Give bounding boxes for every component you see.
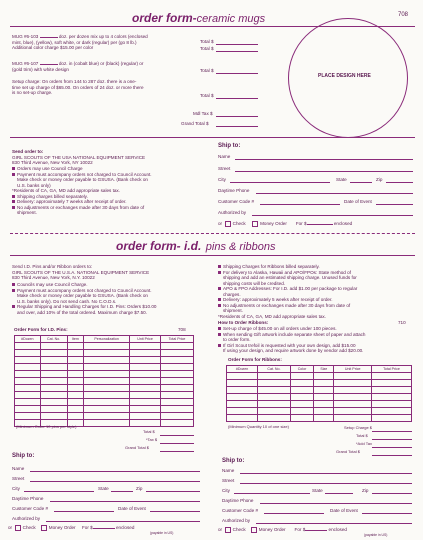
- mug-line3b: time set up charge of $65.00. On orders of 24 doz. or more there: [12, 84, 144, 90]
- rib-pay-note: (payable in US): [364, 533, 388, 537]
- id-pins-table: [14, 335, 194, 427]
- pins-money-order-checkbox[interactable]: [41, 525, 47, 531]
- rib-auth-label: Authorized by: [222, 518, 251, 523]
- rb-8: shipment.: [223, 308, 243, 313]
- pins-pay-note: (payable in US): [150, 531, 174, 535]
- rib-total-line[interactable]: [372, 439, 412, 440]
- mugs-date-field[interactable]: [376, 204, 413, 205]
- rib-auth-field[interactable]: [256, 523, 412, 524]
- rib-name-field[interactable]: [240, 473, 412, 474]
- place-design-label: PLACE DESIGN HERE: [318, 73, 371, 79]
- table-row[interactable]: [227, 415, 412, 422]
- rib-header-row: [227, 366, 412, 373]
- table-row[interactable]: [227, 373, 412, 380]
- mug-line1c: Additional color charge $15.00 per color: [12, 45, 94, 50]
- table-row[interactable]: [15, 385, 194, 392]
- table-row[interactable]: [227, 401, 412, 408]
- rib-code-label: Customer Code #: [222, 508, 259, 513]
- rib-form-title: Order Form for Ribbons:: [228, 357, 282, 362]
- pins-bullet-4: Regular Shipping and Handling Charges for I.D. Pins: Orders $10.00: [12, 304, 156, 309]
- id-col-dozen: #Dozen: [15, 336, 41, 343]
- rib-col-size: Size: [314, 366, 334, 373]
- rb-3: shipping costs will be credited.: [223, 280, 286, 286]
- pins-date-field[interactable]: [150, 511, 200, 512]
- rb-9: *Residents of CA, GA, MD add appropriate sales tax.: [218, 313, 327, 319]
- rib-state-label: State: [312, 488, 323, 493]
- id-total-line[interactable]: [160, 435, 194, 436]
- pins-zip-field[interactable]: [146, 491, 200, 492]
- rib-grand-line[interactable]: [372, 455, 412, 456]
- mugs-bullet-3: U.S. banks only): [17, 182, 51, 188]
- table-row[interactable]: [227, 408, 412, 415]
- ribbons-table: [226, 365, 412, 422]
- mug-line2b: (gold trim) with white design: [12, 66, 69, 72]
- rib-col-unit-price: Unit Price: [334, 366, 372, 373]
- mugs-street-field[interactable]: [235, 171, 413, 172]
- total-line-3: [216, 73, 258, 74]
- id-form-num: 708: [178, 327, 186, 332]
- table-row[interactable]: [227, 387, 412, 394]
- total-label-4: Total $: [200, 93, 214, 98]
- total-label-1: Total $: [200, 39, 214, 44]
- mugs-date-label: Date of Event: [344, 199, 372, 204]
- pins-city-label: City: [12, 486, 20, 491]
- mugs-bullet-0: Orders may use Council Charge: [12, 166, 83, 171]
- rib-phone-field[interactable]: [260, 503, 412, 504]
- rib-money-order-checkbox[interactable]: [251, 527, 257, 533]
- table-row[interactable]: [15, 392, 194, 399]
- total-line-4: [216, 98, 258, 99]
- page-number: 708: [398, 12, 409, 18]
- id-grand-line[interactable]: [160, 451, 194, 452]
- pins-title-rest: pins & ribbons: [205, 241, 276, 253]
- pins-street-label: Street: [12, 476, 25, 481]
- rib-setup: Setup Charge $: [344, 425, 373, 430]
- table-row[interactable]: [15, 406, 194, 413]
- mugs-phone-label: Daytime Phone: [218, 188, 250, 193]
- rb-4: APO & FPO Addresses: For I.D. add $1.00 per package to regular: [218, 286, 357, 291]
- pins-code-label: Customer Code #: [12, 506, 49, 511]
- mugs-bullet-8: shipment.: [17, 210, 37, 215]
- ribbons-num: 710: [398, 320, 406, 325]
- rib-street-label: Street: [222, 478, 235, 483]
- table-row[interactable]: [15, 357, 194, 364]
- pins-phone-label: Daytime Phone: [12, 496, 44, 501]
- mugs-send-title: Send order to:: [12, 149, 44, 154]
- mugs-state-label: State: [336, 177, 347, 182]
- mugs-check-checkbox[interactable]: [225, 221, 231, 227]
- table-row[interactable]: [15, 413, 194, 420]
- rib-payment-row: or Check Money Order For $ enclosed: [218, 527, 347, 533]
- pins-ship-to: Ship to:: [12, 453, 35, 459]
- mugs-payment-row: or Check Money Order For $ enclosed: [218, 221, 353, 227]
- rib-ship-to: Ship to:: [222, 458, 245, 464]
- rib-grand: Grand Total $: [336, 449, 360, 454]
- pins-phone-field[interactable]: [50, 501, 200, 502]
- pins-bullet-3: U.S. banks only). Do not send cash. No C.O.D.s.: [17, 298, 117, 304]
- rb-2: shipping and add an estimated shipping charge. Unused funds for: [223, 275, 357, 280]
- pins-name-field[interactable]: [30, 471, 200, 472]
- mug-line1: MUG #6-103 doz. per dozen mix up to 4 colors (enclosed: [12, 34, 148, 39]
- id-min-note: (Minimum Order 10 pins per style): [16, 424, 77, 429]
- rib-total: Total $: [356, 433, 368, 438]
- mugs-city-field[interactable]: [230, 182, 330, 183]
- rib-min-note: (Minimum Quantity 10 of one size): [228, 424, 289, 429]
- rib-city-field[interactable]: [234, 493, 310, 494]
- pins-city-field[interactable]: [24, 491, 94, 492]
- rib-setup-line[interactable]: [372, 431, 412, 432]
- pins-bullet-1: Payment must accompany orders not charged to Council Account.: [12, 288, 152, 293]
- pins-send-addr: 830 Third Avenue, New York, N.Y. 10022: [12, 275, 95, 280]
- mugs-street-label: Street: [218, 166, 231, 171]
- pins-name-label: Name: [12, 466, 25, 471]
- grand-total-label: Grand Total $: [181, 121, 209, 126]
- table-row[interactable]: [15, 371, 194, 378]
- mugs-mid-rule: [10, 137, 415, 138]
- mugs-money-order-checkbox[interactable]: [252, 221, 258, 227]
- id-total: Total $: [143, 429, 155, 434]
- mugs-ship-to: Ship to:: [218, 143, 241, 149]
- mugs-code-label: Customer Code #: [218, 199, 255, 204]
- mugs-bullet-7: No adjustments or exchanges made after 30 days from date of: [12, 205, 144, 210]
- rib-col-catno: Cat. No.: [258, 366, 291, 373]
- table-row[interactable]: [15, 350, 194, 357]
- pins-code-field[interactable]: [54, 511, 114, 512]
- total-label-3: Total $: [200, 68, 214, 73]
- id-grand: Grand Total $: [125, 445, 149, 450]
- mug-line1b: mint, blue), (yellow), soft white, or dark (regular) per (go 8 lb.): [12, 39, 137, 45]
- table-row[interactable]: [15, 378, 194, 385]
- pins-title-rule: [10, 255, 415, 256]
- mugs-title-rest: ceramic mugs: [196, 13, 266, 25]
- pins-zip-label: Zip: [136, 486, 143, 491]
- table-row[interactable]: [15, 364, 194, 371]
- section-divider: [10, 233, 415, 235]
- mugs-city-label: City: [218, 177, 226, 182]
- rib-name-label: Name: [222, 468, 235, 473]
- pins-bullet-2: Make check or money order payable to GSUSA. (Bank check on: [17, 293, 148, 298]
- id-col-total-price: Total Price: [161, 336, 194, 343]
- table-row[interactable]: [15, 343, 194, 350]
- pins-send-title: Send I.D. Pins and/or Ribbon orders to:: [12, 264, 93, 269]
- mug-line3a: Setup charge: On orders from 144 to 287 doz. there is a one-: [12, 79, 137, 84]
- rib-zip-label: Zip: [362, 488, 369, 493]
- id-col-personalization: Personalization: [84, 336, 130, 343]
- id-tax-line[interactable]: [160, 443, 194, 444]
- rib-col-color: Color: [290, 366, 313, 373]
- mugs-code-field[interactable]: [260, 204, 340, 205]
- mdl-tax-line: [216, 116, 258, 117]
- mugs-send-org: GIRL SCOUTS OF THE USA NATIONAL EQUIPMENT SERVICE: [12, 154, 146, 160]
- rs-4: If using your design, and require artwork done by vendor add $20.00.: [223, 348, 364, 353]
- table-row[interactable]: [227, 394, 412, 401]
- pins-bullet-5: and over, add 10% of the total ordered. Maximum charge $7.50.: [17, 309, 147, 315]
- rib-tax: *Add Tax: [356, 441, 372, 446]
- id-col-catno: Cat. No.: [40, 336, 67, 343]
- mugs-auth-field[interactable]: [252, 215, 413, 216]
- mugs-bullet-5: Shipping charges billed separately.: [12, 194, 88, 199]
- id-form-title: Order Form for I.D. Pins:: [14, 327, 68, 332]
- pins-check-checkbox[interactable]: [15, 525, 21, 531]
- rib-city-label: City: [222, 488, 230, 493]
- table-row[interactable]: [227, 380, 412, 387]
- pins-payment-row: or Check Money Order For $ enclosed: [8, 525, 135, 531]
- pins-send-org: GIRL SCOUTS OF THE U.S.A. NATIONAL EQUIPMENT SERVICE: [12, 269, 150, 275]
- mugs-bullet-1: Payment must accompany orders not charged to Council Account.: [12, 172, 152, 177]
- total-line-2: [216, 51, 258, 52]
- pins-title: [116, 237, 276, 255]
- mugs-phone-field[interactable]: [256, 193, 413, 194]
- pins-title-bold: order form- i.d.: [116, 239, 202, 253]
- mugs-auth-label: Authorized by: [218, 210, 247, 215]
- ribbons-how: How to Order Ribbons:: [218, 320, 269, 325]
- rib-check-checkbox[interactable]: [225, 527, 231, 533]
- rib-col-total-price: Total Price: [371, 366, 411, 373]
- rib-zip-field[interactable]: [372, 493, 412, 494]
- mug-line3c: is no set-up charge.: [12, 90, 53, 95]
- pins-auth-field[interactable]: [46, 521, 200, 522]
- pins-bullet-0: Councils may use Council Charge.: [12, 282, 87, 287]
- mugs-title: [132, 9, 265, 27]
- mugs-name-field[interactable]: [235, 159, 413, 160]
- pins-state-field[interactable]: [111, 491, 133, 492]
- id-col-item: Item: [67, 336, 84, 343]
- rs-1: When sending Gift artwork include separate sheet of paper and attach: [218, 332, 366, 337]
- mdl-tax-label: Mdl Tax $: [193, 111, 213, 116]
- rib-date-label: Date of Event: [330, 508, 358, 513]
- rib-date-field[interactable]: [362, 513, 412, 514]
- mugs-send-addr: 830 Third Avenue, New York, NY 10022: [12, 160, 93, 165]
- id-col-unit-price: Unit Price: [130, 336, 161, 343]
- rib-phone-label: Daytime Phone: [222, 498, 254, 503]
- mug-line2: MUG #6-107 doz. in (cobalt blue) or (black) (regular) or: [12, 61, 144, 66]
- rb-1: For delivery to Alaska, Hawaii and APO/FPOs: State method of: [218, 270, 351, 275]
- rib-tax-line[interactable]: [372, 447, 412, 448]
- mugs-bullet-6: Delivery: approximately 7 weeks after receipt of order.: [12, 199, 127, 204]
- mugs-bullet-4: *Residents of CA, GA, MD add appropriate sales tax.: [12, 188, 121, 193]
- total-label-2: Total $: [200, 46, 214, 51]
- mugs-zip-field[interactable]: [386, 182, 413, 183]
- mugs-state-field[interactable]: [350, 182, 372, 183]
- grand-total-line: [216, 126, 258, 127]
- total-line-1: [216, 44, 258, 45]
- pins-date-label: Date of Event: [118, 506, 146, 511]
- rib-state-field[interactable]: [325, 493, 353, 494]
- pins-auth-label: Authorized by: [12, 516, 41, 521]
- mugs-zip-label: Zip: [376, 177, 383, 182]
- pins-state-label: State: [98, 486, 109, 491]
- rb-5: charges.: [223, 291, 241, 297]
- mugs-name-label: Name: [218, 154, 231, 159]
- pins-street-field[interactable]: [30, 481, 200, 482]
- rib-street-field[interactable]: [240, 483, 412, 484]
- rb-7: No adjustments or exchanges made after 30 days from date of: [218, 303, 350, 308]
- mugs-title-bold: order form-: [132, 11, 197, 25]
- rb-6: Delivery: approximately 5 weeks after receipt of order.: [218, 297, 333, 302]
- id-tax: *Tax $: [146, 437, 158, 442]
- rib-code-field[interactable]: [264, 513, 324, 514]
- id-header-row: [15, 336, 194, 343]
- rb-0: Shipping Charges for Ribbons billed separately.: [218, 264, 320, 269]
- rs-2: to order form.: [223, 337, 251, 342]
- rib-col-dozen: #Dozen: [227, 366, 258, 373]
- table-row[interactable]: [15, 399, 194, 406]
- rs-3: If Girl Scout trefoil is requested with your own design, add $15.00: [218, 343, 356, 348]
- rs-0: Set-up charge of $45.00 on all orders under 100 pieces.: [218, 326, 337, 331]
- mugs-bullet-2: Make check or money order payable to GSUSA. (Bank check on: [17, 177, 148, 182]
